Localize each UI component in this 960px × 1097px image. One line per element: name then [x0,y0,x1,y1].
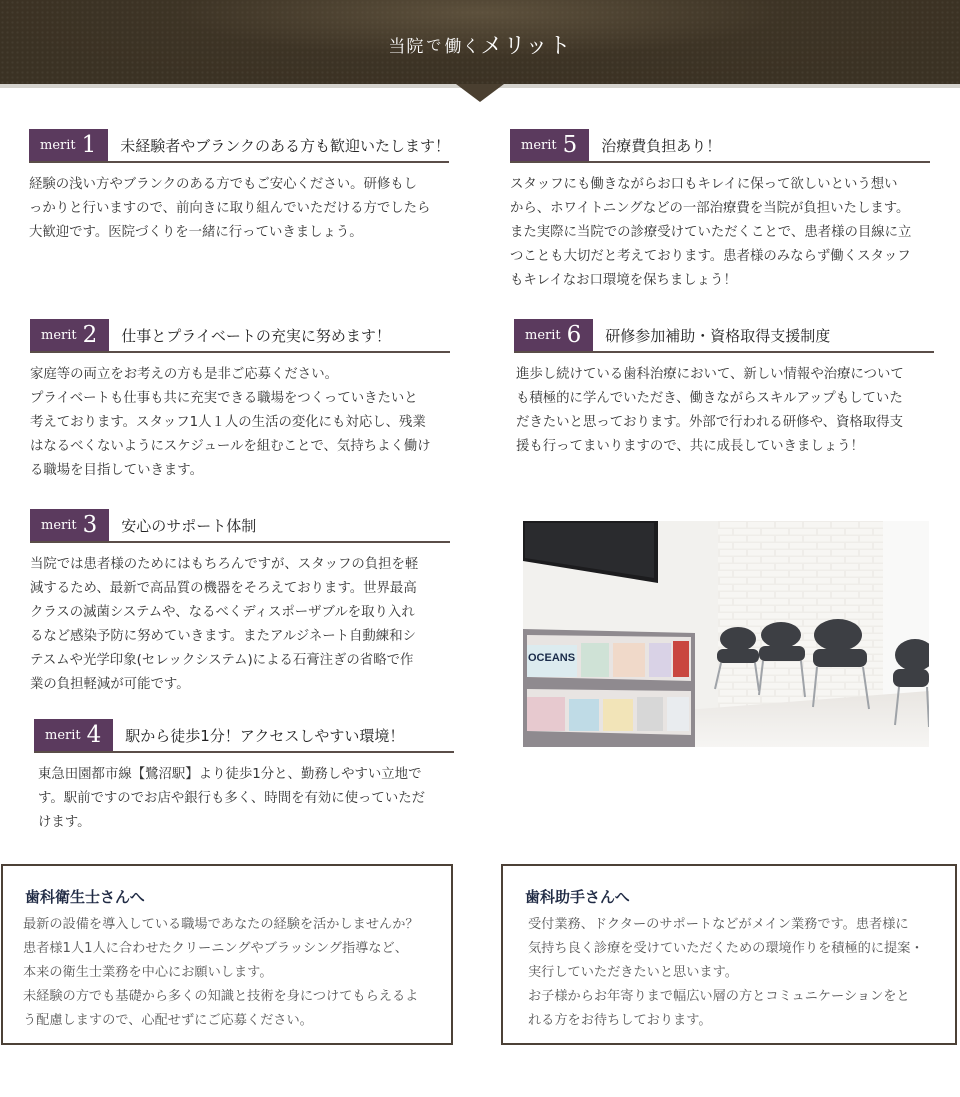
merit-header [29,129,449,163]
hygienist-box [1,864,453,1045]
merit-4 [34,719,454,835]
assistant-title: 歯科助手さんへ [525,888,630,906]
merit-title: 駅から徒歩1分！アクセスしやすい環境！ [125,726,405,745]
merit-text: 経験の浅い方やブランクのある方でもご安心ください。研修もし っかりと行いますので、前向きに取り組んでいただける方でしたら 大歓迎です。医院づくりを一緒に行っていきましょう。 [29,177,431,240]
merit-text: 東急田園都市線【鷺沼駅】より徒歩1分と、勤務しやすい立地で す。駅前ですのでお店や銀行も多く、時間を有効に使っていただ けます。 [38,767,425,830]
assistant-box [501,864,957,1045]
merit-header [514,319,934,353]
hygienist-title: 歯科衛生士さんへ [25,888,145,906]
assistant-text: 受付業務、ドクターのサポートなどがメイン業務です。患者様に 気持ち良く診療を受けていただくための環境作りを積極的に提案・ 実行していただきたいと思います。 お子様からお年寄りまで幅広い層の方とコミュニケーションをと れる方をお待ちしております。 [528,917,924,1028]
hygienist-text: 最新の設備を導入している職場であなたの経験を活かしませんか？ 患者様1人1人に合わせたクリーニングやブラッシング指導など、 本来の衛生士業務を中心にお願いします。 未経験の方でも基礎から多くの知識と技術を身につけてもらえるよ う配慮しますので、心配せずにご応募ください。 [23,917,419,1028]
merit-text: 家庭等の両立をお考えの方も是非ご応募ください。 プライベートも仕事も共に充実できる職場をつくっていきたいと 考えております。スタッフ1人１人の生活の変化にも対応し、残業 はなるべくないようにスケジュールを組むことで、気持ちよく働け る職場を目指していきます。 [30,367,431,478]
merit-badge: merit 2 [30,319,109,351]
merit-5 [510,129,930,293]
merit-badge: merit 5 [510,129,589,161]
merit-title: 治療費負担あり！ [601,136,722,155]
merit-badge: merit 3 [30,509,109,541]
merit-1 [29,129,449,245]
merit-header [34,719,454,753]
merit-badge: merit 6 [514,319,593,351]
merit-header [510,129,930,163]
merit-text: 進歩し続けている歯科治療において、新しい情報や治療について も積極的に学んでいただき、働きながらスキルアップもしていた だきたいと思っております。外部で行われる研修や、資格取得支 援も行ってまいりますので、共に成長していきましょう！ [516,367,904,454]
merit-header [30,509,450,543]
magazine-text: OCEANS [528,652,576,664]
merit-text: スタッフにも働きながらお口もキレイに保って欲しいという想い から、ホワイトニングなどの一部治療費を当院が負担いたします。 また実際に当院での診療受けていただくことで、患者様の目線に立 つことも大切だと考えております。患者様のみならず働くスタッフ もキレイなお口環境を保ちましょう！ [510,177,912,288]
waiting-room-illustration [523,521,929,747]
merit-title: 研修参加補助・資格取得支援制度 [605,326,831,345]
merit-title: 仕事とプライベートの充実に努めます！ [121,326,391,345]
merit-2 [30,319,450,483]
page-title: 当院 で 働く メリット [388,33,572,59]
merit-title: 未経験者やブランクのある方も歓迎いたします！ [120,136,450,155]
merit-badge: merit 1 [29,129,108,161]
merit-badge: merit 4 [34,719,113,751]
merit-6 [514,319,934,459]
merit-title: 安心のサポート体制 [121,516,257,535]
merit-text: 当院では患者様のためにはもちろんですが、スタッフの負担を軽 減するため、最新で高品質の機器をそろえております。世界最高 クラスの滅菌システムや、なるべくディスポーザブルを取り入れ るなど感染予防に努めていきます。またアルジネート自動練和シ テスムや光学印象(セレックシステム)による石膏注ぎの省略で作 業の負担軽減が可能です。 [30,557,419,692]
merit-header [30,319,450,353]
waiting-room-photo [523,521,929,747]
merit-3 [30,509,450,697]
